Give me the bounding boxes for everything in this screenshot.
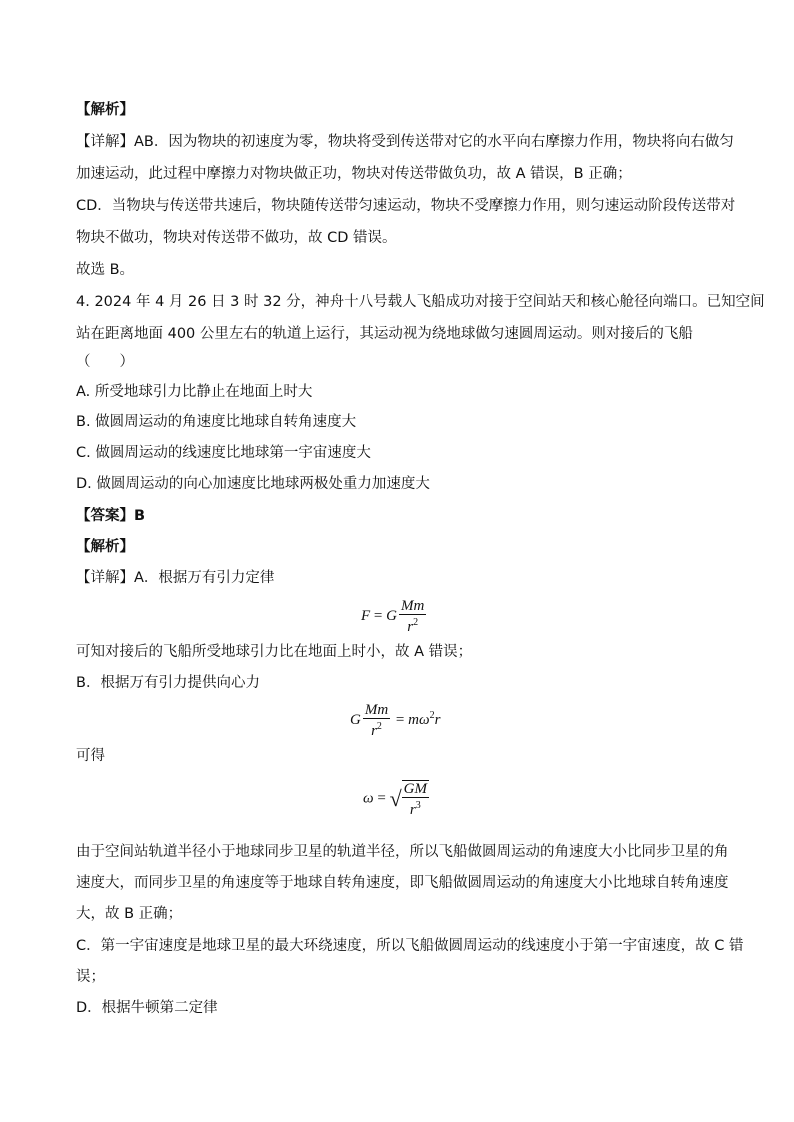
detail-a-line: 【详解】A．根据万有引力定律 xyxy=(76,570,275,586)
option-b: B. 做圆周运动的角速度比地球自转角速度大 xyxy=(76,414,357,430)
formula-centripetal: G $\frac{Mm}{r^2}$ = $m\omega^2r$ xyxy=(350,702,441,739)
question-4-line-1: 4. 2024 年 4 月 26 日 3 时 32 分，神舟十八号载人飞船成功对接于空间站天和核心舱径向端口。已知空间 xyxy=(76,294,765,310)
formula-angular-velocity: ω = √ $\frac{GM}{r^3}$ xyxy=(363,781,427,818)
detail-ab-line-2: 加速运动，此过程中摩擦力对物块做正功，物块对传送带做负功，故 A 错误，B 正确； xyxy=(76,166,632,182)
formula-gravitation: F = G $\frac{Mm}{r^2}$ xyxy=(361,598,425,635)
detail-ab-line-1: 【详解】AB．因为物块的初速度为零，物块将受到传送带对它的水平向右摩擦力作用，物块将向右做匀 xyxy=(76,134,734,150)
option-a: A. 所受地球引力比静止在地面上时大 xyxy=(76,384,313,400)
detail-cd-line-1: CD．当物块与传送带共速后，物块随传送带匀速运动，物块不受摩擦力作用，则匀速运动阶段传送带对 xyxy=(76,198,736,214)
detail-cd-line-2: 物块不做功，物块对传送带不做功，故 CD 错误。 xyxy=(76,230,397,246)
explanation-b-line-1: 由于空间站轨道半径小于地球同步卫星的轨道半径，所以飞船做圆周运动的角速度大小比同步卫星的角 xyxy=(76,844,729,860)
question-4-blank: （ ） xyxy=(76,354,134,370)
detail-c-line-2: 误； xyxy=(76,969,105,985)
explanation-b-line-2: 速度大，而同步卫星的角速度等于地球自转角速度，即飞船做圆周运动的角速度大小比地球自转角速度 xyxy=(76,875,729,891)
analysis-heading-1: 【解析】 xyxy=(76,102,134,118)
detail-b-line: B．根据万有引力提供向心力 xyxy=(76,675,260,691)
detail-c-line-1: C．第一宇宙速度是地球卫星的最大环绕速度，所以飞船做圆周运动的线速度小于第一宇宙速度，故 C 错 xyxy=(76,938,744,954)
conclusion-a-line: 可知对接后的飞船所受地球引力比在地面上时小，故 A 错误； xyxy=(76,644,473,660)
option-d: D. 做圆周运动的向心加速度比地球两极处重力加速度大 xyxy=(76,476,430,492)
choice-b-conclusion: 故选 B。 xyxy=(76,262,135,278)
question-4-line-2: 站在距离地面 400 公里左右的轨道上运行，其运动视为绕地球做匀速圆周运动。则对接后的飞船 xyxy=(76,326,693,342)
option-c: C. 做圆周运动的线速度比地球第一宇宙速度大 xyxy=(76,445,371,461)
answer-line: 【答案】B xyxy=(76,508,146,524)
obtain-line: 可得 xyxy=(76,748,105,764)
analysis-heading-2: 【解析】 xyxy=(76,539,134,555)
detail-d-line: D．根据牛顿第二定律 xyxy=(76,1000,218,1016)
explanation-b-line-3: 大，故 B 正确； xyxy=(76,906,183,922)
sqrt-radical: √ xyxy=(389,786,402,811)
